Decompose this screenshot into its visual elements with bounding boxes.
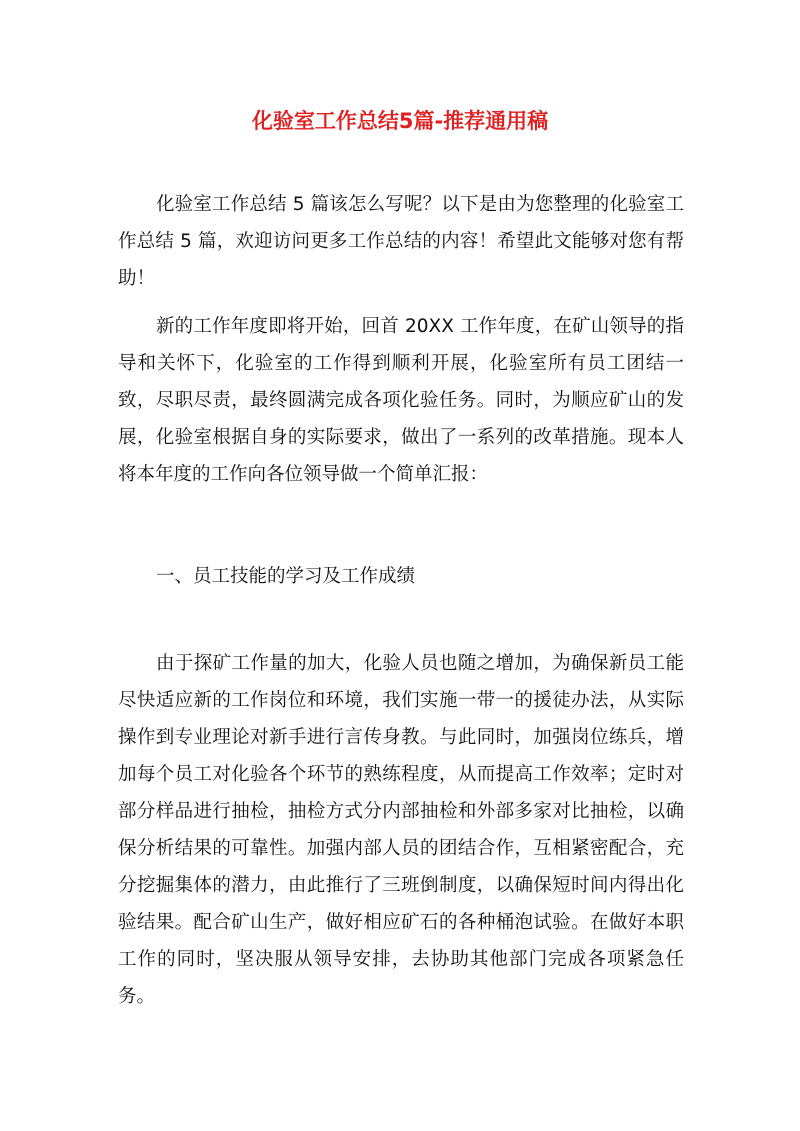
section-body-1: 由于探矿工作量的加大，化验人员也随之增加，为确保新员工能尽快适应新的工作岗位和环境，我们实施一带一的援徒办法，从实际操作到专业理论对新手进行言传身教。与此同时，加强岗位练兵，增加每个员工对化验各个环节的熟练程度，从而提高工作效率；定时对部分样品进行抽检，抽检方式分内部抽检和外部多家对比抽检，以确保分析结果的可靠性。加强内部人员的团结合作，互相紧密配合，充分挖掘集体的潜力，由此推行了三班倒制度，以确保短时间内得出化验结果。配合矿山生产，做好相应矿石的各种桶泡试验。在做好本职工作的同时，坚决服从领导安排，去协助其他部门完成各项紧急任务。	[118, 653, 684, 1007]
body-paragraph-1: 新的工作年度即将开始，回首 20XX 工作年度，在矿山领导的指导和关怀下，化验室的工作得到顺利开展，化验室所有员工团结一致，尽职尽责，最终圆满完成各项化验任务。同时，为顺应矿山的发展，化验室根据自身的实际要求，做出了一系列的改革措施。现本人将本年度的工作向各位领导做一个简单汇报：	[118, 316, 684, 485]
document-title: 化验室工作总结5篇-推荐通用稿	[251, 109, 549, 133]
section-heading-1: 一、员工技能的学习及工作成绩	[156, 566, 416, 587]
intro-paragraph: 化验室工作总结 5 篇该怎么写呢？以下是由为您整理的化验室工作总结 5 篇，欢迎访问更多工作总结的内容！希望此文能够对您有帮助！	[118, 194, 684, 289]
